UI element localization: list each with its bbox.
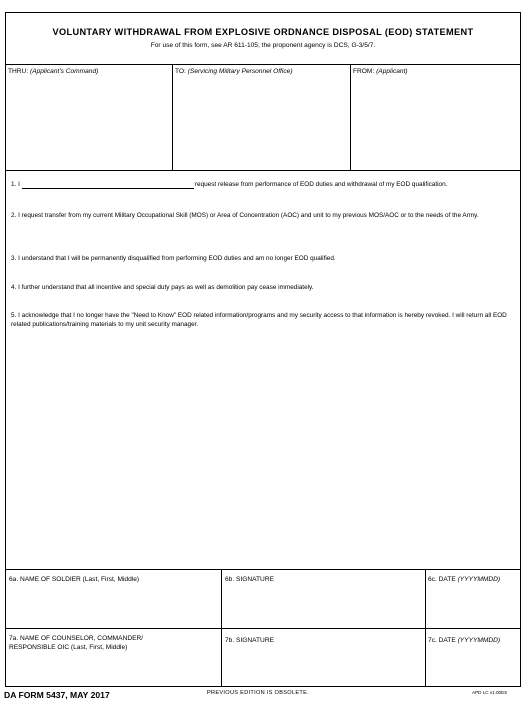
statement-1: 1. I request release from performance of EOD duties and withdrawal of my EOD qualification. — [11, 181, 448, 188]
edition-note: PREVIOUS EDITION IS OBSOLETE. — [207, 690, 309, 696]
version-label: APD LC v1.00ES — [472, 690, 508, 695]
routing-col-divider-2 — [350, 64, 351, 170]
statements-divider — [5, 569, 521, 570]
statement-2: 2. I request transfer from my current Military Occupational Skill (MOS) or Area of Concentration (AOC) and unit to my previous MOS/AOC or to the needs of the Army. — [11, 212, 479, 219]
routing-divider — [5, 170, 521, 171]
signature-col-divider-2 — [425, 569, 426, 687]
thru-label: THRU: (Applicant's Command) — [8, 68, 99, 75]
from-label: FROM: (Applicant) — [353, 68, 408, 75]
counselor-date-field[interactable]: 7c. DATE (YYYYMMDD) — [428, 637, 501, 644]
signature-col-divider-1 — [221, 569, 222, 687]
soldier-name-field[interactable]: 6a. NAME OF SOLDIER (Last, First, Middle) — [9, 576, 140, 583]
header-divider — [5, 64, 521, 65]
signature-row-divider — [5, 628, 521, 629]
statement-5: 5. I acknowledge that I no longer have the "Need to Know" EOD related information/programs and my security access to that information is hereby revoked. I will return all EOD related publications/training materials to my unit security manager. — [11, 312, 507, 328]
applicant-name-field[interactable] — [22, 180, 194, 189]
thru-field[interactable] — [8, 80, 168, 166]
statement-3: 3. I understand that I will be permanently disqualified from performing EOD duties and am no longer EOD qualified. — [11, 255, 336, 262]
form-title: VOLUNTARY WITHDRAWAL FROM EXPLOSIVE ORDNANCE DISPOSAL (EOD) STATEMENT — [52, 27, 474, 37]
routing-col-divider-1 — [172, 64, 173, 170]
counselor-signature-field[interactable]: 7b. SIGNATURE — [225, 637, 274, 644]
soldier-signature-field[interactable]: 6b. SIGNATURE — [225, 576, 274, 583]
statement-4: 4. I further understand that all incentive and special duty pays as well as demolition pay cease immediately. — [11, 284, 314, 291]
to-field[interactable] — [175, 80, 346, 166]
from-field[interactable] — [353, 80, 518, 166]
counselor-name-field[interactable]: 7a. NAME OF COUNSELOR, COMMANDER/ RESPONSIBLE OIC (Last, First, Middle) — [9, 635, 144, 651]
soldier-date-field[interactable]: 6c. DATE (YYYYMMDD) — [428, 576, 501, 583]
to-label: TO: (Servicing Military Personnel Office) — [175, 68, 293, 75]
form-subtitle: For use of this form, see AR 611-105; the proponent agency is DCS, G-3/5/7. — [150, 42, 376, 49]
form-number: DA FORM 5437, MAY 2017 — [4, 690, 110, 700]
